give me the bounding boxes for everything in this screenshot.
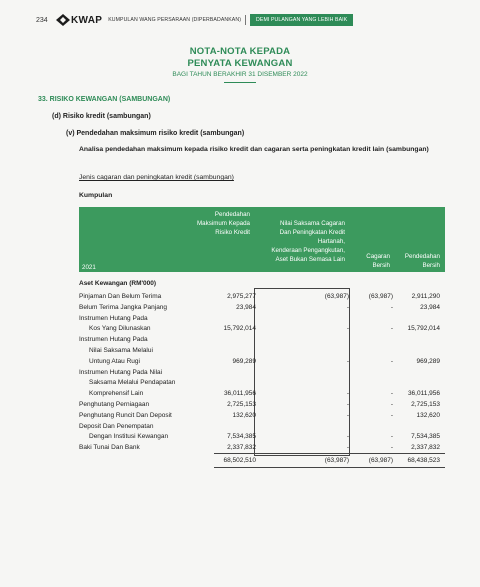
analysis-paragraph: Analisa pendedahan maksimum kepada risiko kredit dan cagaran serta peningkatan kredit lain (sambungan) — [79, 146, 429, 153]
table-row — [79, 378, 445, 387]
row-label: Pinjaman Dan Belum Terima — [79, 293, 162, 300]
header-text: Maksimum Kepada — [197, 220, 250, 227]
header-tagline: DEMI PULANGAN YANG LEBIH BAIK — [250, 14, 353, 26]
table-row — [79, 389, 445, 398]
row-cell: - — [390, 401, 393, 408]
row-cell: - — [346, 390, 349, 398]
row-label: Untung Atau Rugi — [89, 357, 140, 365]
row-label: Kos Yang Dilunaskan — [89, 325, 151, 333]
row-label: Deposit Dan Penempatan — [79, 422, 154, 430]
row-cell: 2,725,153 — [411, 401, 440, 408]
collateral-type-heading: Jenis cagaran dan peningkatan kredit (sambungan) — [79, 174, 234, 181]
row-cell: - — [346, 444, 349, 452]
row-cell: - — [346, 411, 349, 419]
header-year: 2021 — [82, 264, 96, 271]
table-row — [79, 422, 445, 431]
kwap-logo — [56, 14, 102, 26]
table-row — [79, 303, 445, 312]
row-cell: 23,984 — [236, 303, 256, 311]
logo-text: KWAP — [71, 14, 103, 26]
header-text: Aset Bukan Semasa Lain — [275, 256, 345, 263]
row-cell: 7,534,385 — [411, 433, 440, 441]
table-row — [79, 346, 445, 355]
header-text: Bersih — [372, 262, 390, 269]
row-cell: 2,337,832 — [411, 444, 440, 452]
row-cell: - — [390, 411, 393, 419]
row-cell: - — [390, 433, 393, 441]
section-heading: 33. RISIKO KEWANGAN (SAMBUNGAN) — [38, 96, 171, 103]
row-cell: 2,337,832 — [227, 444, 256, 452]
header-fair-value — [280, 219, 345, 237]
total-bottom-rule — [214, 467, 445, 468]
row-cell: (63,987) — [324, 293, 349, 300]
page-title: NOTA-NOTA KEPADA — [189, 46, 291, 57]
header-property — [271, 237, 345, 264]
row-cell: - — [390, 444, 393, 452]
row-label: Instrumen Hutang Pada — [79, 336, 148, 344]
table-caption: Aset Kewangan (RM'000) — [79, 280, 157, 287]
header-company-name: KUMPULAN WANG PERSARAAN (DIPERBADANKAN) — [108, 17, 242, 23]
row-cell: 132,620 — [232, 411, 256, 419]
table-row — [79, 357, 445, 366]
row-cell: 7,534,385 — [227, 433, 256, 441]
row-label: Baki Tunai Dan Bank — [79, 444, 140, 452]
group-label: Kumpulan — [79, 192, 113, 199]
period-caption: BAGI TAHUN BERAKHIR 31 DISEMBER 2022 — [172, 71, 308, 78]
header-text: Dan Peningkatan Kredit — [279, 229, 345, 236]
header-net-collateral — [366, 252, 390, 270]
row-label: Dengan Institusi Kewangan — [89, 433, 169, 441]
row-cell: 15,792,014 — [407, 325, 440, 333]
row-cell: - — [346, 401, 349, 408]
row-cell: 969,289 — [232, 357, 256, 365]
row-cell: - — [346, 433, 349, 441]
row-cell: 15,792,014 — [223, 325, 256, 333]
row-cell: - — [390, 303, 393, 311]
header-divider — [245, 15, 246, 25]
row-cell: 36,011,956 — [407, 390, 440, 398]
page-number: 234 — [36, 16, 48, 24]
table-row — [79, 292, 445, 301]
total-cell: 68,438,523 — [407, 457, 440, 464]
row-label: Instrumen Hutang Pada Nilai — [79, 368, 163, 376]
row-label: Belum Terima Jangka Panjang — [79, 303, 168, 311]
row-label: Saksama Melalui Pendapatan — [89, 379, 176, 387]
header-text: Cagaran — [366, 253, 390, 260]
header-text: Hartanah, — [317, 238, 345, 245]
header-max-exposure — [197, 210, 250, 237]
row-label: Penghutang Runcit Dan Deposit — [79, 411, 172, 419]
table-row — [79, 335, 445, 344]
page-subtitle: PENYATA KEWANGAN — [187, 58, 293, 69]
row-cell: 969,289 — [416, 357, 440, 365]
row-cell: - — [390, 357, 393, 365]
kwap-logo-icon — [56, 14, 70, 26]
row-cell: (63,987) — [368, 293, 393, 300]
total-cell: 68,502,510 — [223, 457, 256, 464]
row-label: Nilai Saksama Melalui — [89, 347, 153, 354]
table-row — [79, 368, 445, 377]
total-row — [79, 456, 445, 465]
sub-subsection-heading: (v) Pendedahan maksimum risiko kredit (sambungan) — [66, 130, 245, 137]
page-title-block — [0, 46, 480, 83]
row-cell: 2,725,153 — [227, 401, 256, 408]
row-cell: 2,911,290 — [411, 293, 440, 300]
header-text: Pendedahan — [404, 253, 440, 260]
row-label: Penghutang Perniagaan — [79, 401, 150, 408]
row-cell: - — [390, 390, 393, 398]
total-cell: (63,987) — [368, 457, 393, 464]
header-text: Nilai Saksama Cagaran — [280, 220, 345, 227]
row-cell: 2,975,277 — [227, 293, 256, 300]
row-cell: - — [390, 325, 393, 333]
row-cell: 132,620 — [416, 411, 440, 419]
table-row — [79, 443, 445, 452]
table-row — [79, 314, 445, 323]
row-cell: - — [346, 325, 349, 333]
title-divider — [224, 82, 256, 83]
table-header — [79, 207, 445, 272]
page-header — [0, 12, 480, 28]
table-row — [79, 411, 445, 420]
row-cell: 23,984 — [420, 303, 440, 311]
total-top-rule — [214, 453, 445, 454]
table-row — [79, 400, 445, 409]
row-cell: - — [346, 357, 349, 365]
row-cell: 36,011,956 — [223, 390, 256, 398]
row-label: Komprehensif Lain — [89, 390, 144, 398]
header-text: Bersih — [422, 262, 440, 269]
table-row — [79, 432, 445, 441]
subsection-heading: (d) Risiko kredit (sambungan) — [52, 113, 151, 120]
row-cell: - — [346, 303, 349, 311]
header-text: Risiko Kredit — [215, 229, 250, 236]
header-net-exposure — [405, 252, 440, 270]
header-text: Kenderaan Pengangkutan, — [271, 247, 345, 254]
table-row — [79, 324, 445, 333]
total-cell: (63,987) — [324, 457, 349, 464]
row-label: Instrumen Hutang Pada — [79, 314, 148, 322]
header-text: Pendedahan — [214, 211, 250, 218]
